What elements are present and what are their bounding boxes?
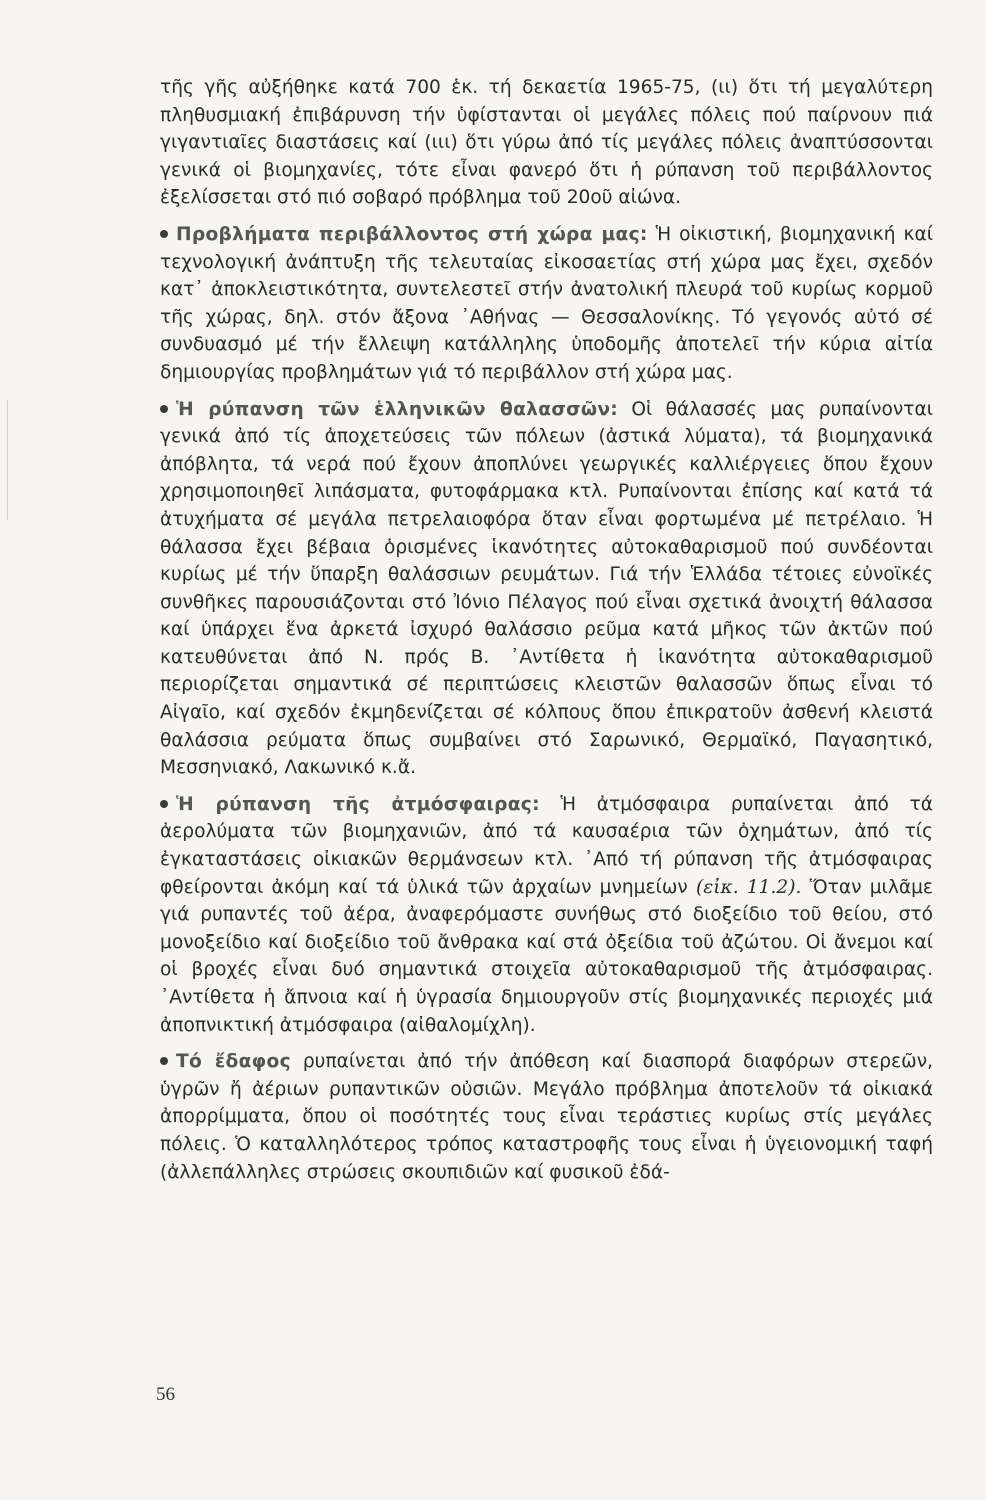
section-body: Ἡ ἀτμόσφαιρα ρυπαίνεται ἀπό τά ἀερολύματα τῶν βιομηχανιῶν, ἀπό τά καυσαέρια τῶν ὀχημάτων, ἀπό τίς ἐγκαταστάσεις οἰκιακῶν θερμάνσεων κτλ. ᾿Από τή ρύπανση τῆς ἀτμόσφαιρας φθείρονται ἀκόμη καί τά ὑλικά τῶν ἀρχαίων μνημείων — [160, 793, 933, 898]
page-body — [160, 74, 933, 1186]
section-body: Ἡ οἰκιστική, βιομηχανική καί τεχνολογική ἀνάπτυξη τῆς τελευταίας εἰκοσαετίας στή χώρα μας ἔχει, σχεδόν κατ᾿ ἀποκλειστικότητα, συντελεστεῖ στήν ἀνατολική πλευρά τοῦ κυρίως κορμοῦ τῆς χώρας, δηλ. στόν ἄξονα ᾿Αθήνας — Θεσσαλονίκης. Τό γεγονός αὐτό σέ συνδυασμό μέ τήν ἔλλειψη κατάλληλης ὑποδομῆς ἀποτελεῖ τήν κύρια αἰτία δημιουργίας προβλημάτων γιά τό περιβάλλον στή χώρα μας. — [160, 223, 934, 383]
bullet-icon — [160, 405, 168, 413]
section-heading: Ἡ ρύπανση τῆς ἀτμόσφαιρας: — [176, 793, 540, 815]
intro-paragraph: τῆς γῆς αὐξήθηκε κατά 700 ἑκ. τή δεκαετία 1965-75, (ιι) ὅτι τή μεγαλύτερη πληθυσμιακή ἐπιβάρυνση τήν ὑφίστανται οἱ μεγάλες πόλεις πού παίρνουν πιά γιγαντιαῖες διαστάσεις καί (ιιι) ὅτι γύρω ἀπό τίς μεγάλες πόλεις ἀναπτύσσονται γενικά οἱ βιομηχανίες, τότε εἶναι φανερό ὅτι ἡ ρύπανση τοῦ περιβάλλοντος ἐξελίσσεται στό πιό σοβαρό πρόβλημα τοῦ 20οῦ αἰώνα. — [160, 77, 933, 209]
section-sea-pollution — [160, 396, 933, 782]
section-heading: Προβλήματα περιβάλλοντος στή χώρα μας: — [176, 223, 648, 245]
section-soil-pollution — [160, 1048, 933, 1186]
section-heading: Ἡ ρύπανση τῶν ἑλληνικῶν θαλασσῶν: — [176, 398, 619, 420]
section-body-continued: Ὅταν μιλᾶμε γιά ρυπαντές τοῦ ἀέρα, ἀναφερόμαστε συνήθως στό διοξείδιο τοῦ θείου, στό μονοξείδιο καί διοξείδιο τοῦ ἄνθρακα καί στά ὀξείδια τοῦ ἀζώτου. Οἱ ἄνεμοι καί οἱ βροχές εἶναι δυό σημαντικά στοιχεῖα αὐτοκαθαρισμοῦ τῆς ἀτμόσφαιρας. ᾿Αντίθετα ἡ ἄπνοια καί ἡ ὑγρασία δημιουργοῦν στίς βιομηχανικές περιοχές μιά ἀποπνικτική ἀτμόσφαιρα (αἰθαλομίχλη). — [160, 876, 933, 1036]
bullet-icon — [160, 800, 168, 808]
scan-edge-mark — [7, 400, 8, 520]
section-heading: Τό ἔδαφος — [176, 1051, 291, 1073]
bullet-icon — [160, 230, 168, 238]
figure-reference: (εἰκ. 11.2). — [696, 876, 802, 898]
section-body: Οἱ θάλασσές μας ρυπαίνονται γενικά ἀπό τίς ἀποχετεύσεις τῶν πόλεων (ἀστικά λύματα), τά βιομηχανικά ἀπόβλητα, τά νερά πού ἔχουν ἀποπλύνει γεωργικές καλλιέργειες ὅπου ἔχουν χρησιμοποιηθεῖ λιπάσματα, φυτοφάρμακα κτλ. Ρυπαίνονται ἐπίσης καί κατά τά ἀτυχήματα σέ μεγάλα πετρελαιοφόρα ὅταν εἶναι φορτωμένα μέ πετρέλαιο. Ἡ θάλασσα ἔχει βέβαια ὁρισμένες ἱκανότητες αὐτοκαθαρισμοῦ πού συνδέονται κυρίως μέ τήν ὕπαρξη θαλάσσιων ρευμάτων. Γιά τήν Ἑλλάδα τέτοιες εὐνοϊκές συνθῆκες παρουσιάζονται στό Ἰόνιο Πέλαγος πού εἶναι σχετικά ἀνοιχτή θάλασσα καί ὑπάρχει ἕνα ἀρκετά ἰσχυρό θαλάσσιο ρεῦμα κατά μῆκος τῶν ἀκτῶν πού κατευθύνεται ἀπό Ν. πρός Β. ᾿Αντίθετα ἡ ἱκανότητα αὐτοκαθαρισμοῦ περιορίζεται σημαντικά σέ περιπτώσεις κλειστῶν θαλασσῶν ὅπως εἶναι τό Αἰγαῖο, καί σχεδόν ἐκμηδενίζεται σέ κόλπους ὅπου ἐπικρατοῦν ἀσθενή κλειστά θαλάσσια ρεύματα ὅπως συμβαίνει στό Σαρωνικό, Θερμαϊκό, Παγασητικό, Μεσσηνιακό, Λακωνικό κ.ἄ. — [160, 398, 933, 779]
section-environment-problems — [160, 221, 933, 387]
page-number: 56 — [156, 1384, 175, 1405]
section-body: ρυπαίνεται ἀπό τήν ἀπόθεση καί διασπορά διαφόρων στερεῶν, ὑγρῶν ἤ ἀέριων ρυπαντικῶν οὐσιῶν. Μεγάλο πρόβλημα ἀποτελοῦν τά οἰκιακά ἀπορρίμματα, ὅπου οἱ ποσότητές τους εἶναι τεράστιες κυρίως στίς μεγάλες πόλεις. Ὁ καταλληλότερος τρόπος καταστροφῆς τους εἶναι ἡ ὑγειονομική ταφή (ἀλλεπάλληλες στρώσεις σκουπιδιῶν καί φυσικοῦ ἐδά- — [160, 1051, 933, 1183]
section-air-pollution — [160, 791, 933, 1039]
bullet-icon — [160, 1057, 168, 1065]
